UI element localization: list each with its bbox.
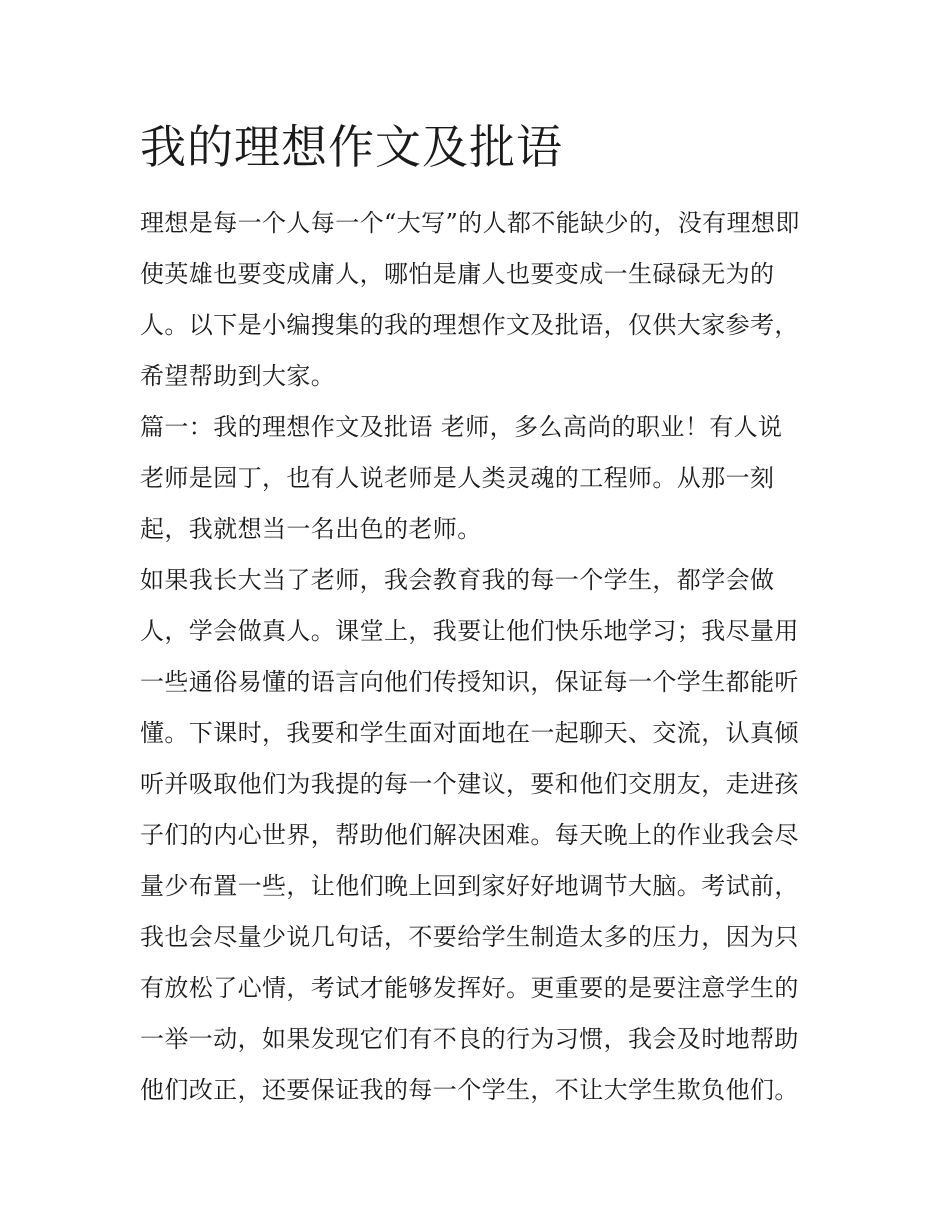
text-line: 一举一动，如果发现它们有不良的行为习惯，我会及时地帮助 xyxy=(140,1025,799,1053)
text-line: 使英雄也要变成庸人，哪怕是庸人也要变成一生碌碌无为的 xyxy=(140,260,775,288)
text-line: 起，我就想当一名出色的老师。 xyxy=(140,515,482,543)
document-title: 我的理想作文及批语 xyxy=(140,120,563,174)
text-line: 听并吸取他们为我提的每一个建议，要和他们交朋友，走进孩 xyxy=(140,770,799,798)
text-line: 我也会尽量少说几句话，不要给学生制造太多的压力，因为只 xyxy=(140,923,799,951)
document-body xyxy=(140,198,820,1116)
text-line: 人。以下是小编搜集的我的理想作文及批语，仅供大家参考， xyxy=(140,311,799,339)
text-line: 希望帮助到大家。 xyxy=(140,362,336,390)
text-line: 量少布置一些，让他们晚上回到家好好地调节大脑。考试前， xyxy=(140,872,799,900)
text-line: 老师是园丁，也有人说老师是人类灵魂的工程师。从那一刻 xyxy=(140,464,775,492)
text-line: 理想是每一个人每一个“大写”的人都不能缺少的，没有理想即 xyxy=(140,209,800,237)
text-line: 如果我长大当了老师，我会教育我的每一个学生，都学会做 xyxy=(140,566,775,594)
text-line: 有放松了心情，考试才能够发挥好。更重要的是要注意学生的 xyxy=(140,974,799,1002)
text-line: 人，学会做真人。课堂上，我要让他们快乐地学习；我尽量用 xyxy=(140,617,799,645)
text-line: 他们改正，还要保证我的每一个学生，不让大学生欺负他们。 xyxy=(140,1076,799,1104)
text-line: 篇一：我的理想作文及批语 老师，多么高尚的职业！有人说 xyxy=(140,413,783,441)
text-line: 一些通俗易懂的语言向他们传授知识，保证每一个学生都能听 xyxy=(140,668,799,696)
text-line: 懂。下课时，我要和学生面对面地在一起聊天、交流，认真倾 xyxy=(140,719,799,747)
text-line: 子们的内心世界，帮助他们解决困难。每天晚上的作业我会尽 xyxy=(140,821,799,849)
